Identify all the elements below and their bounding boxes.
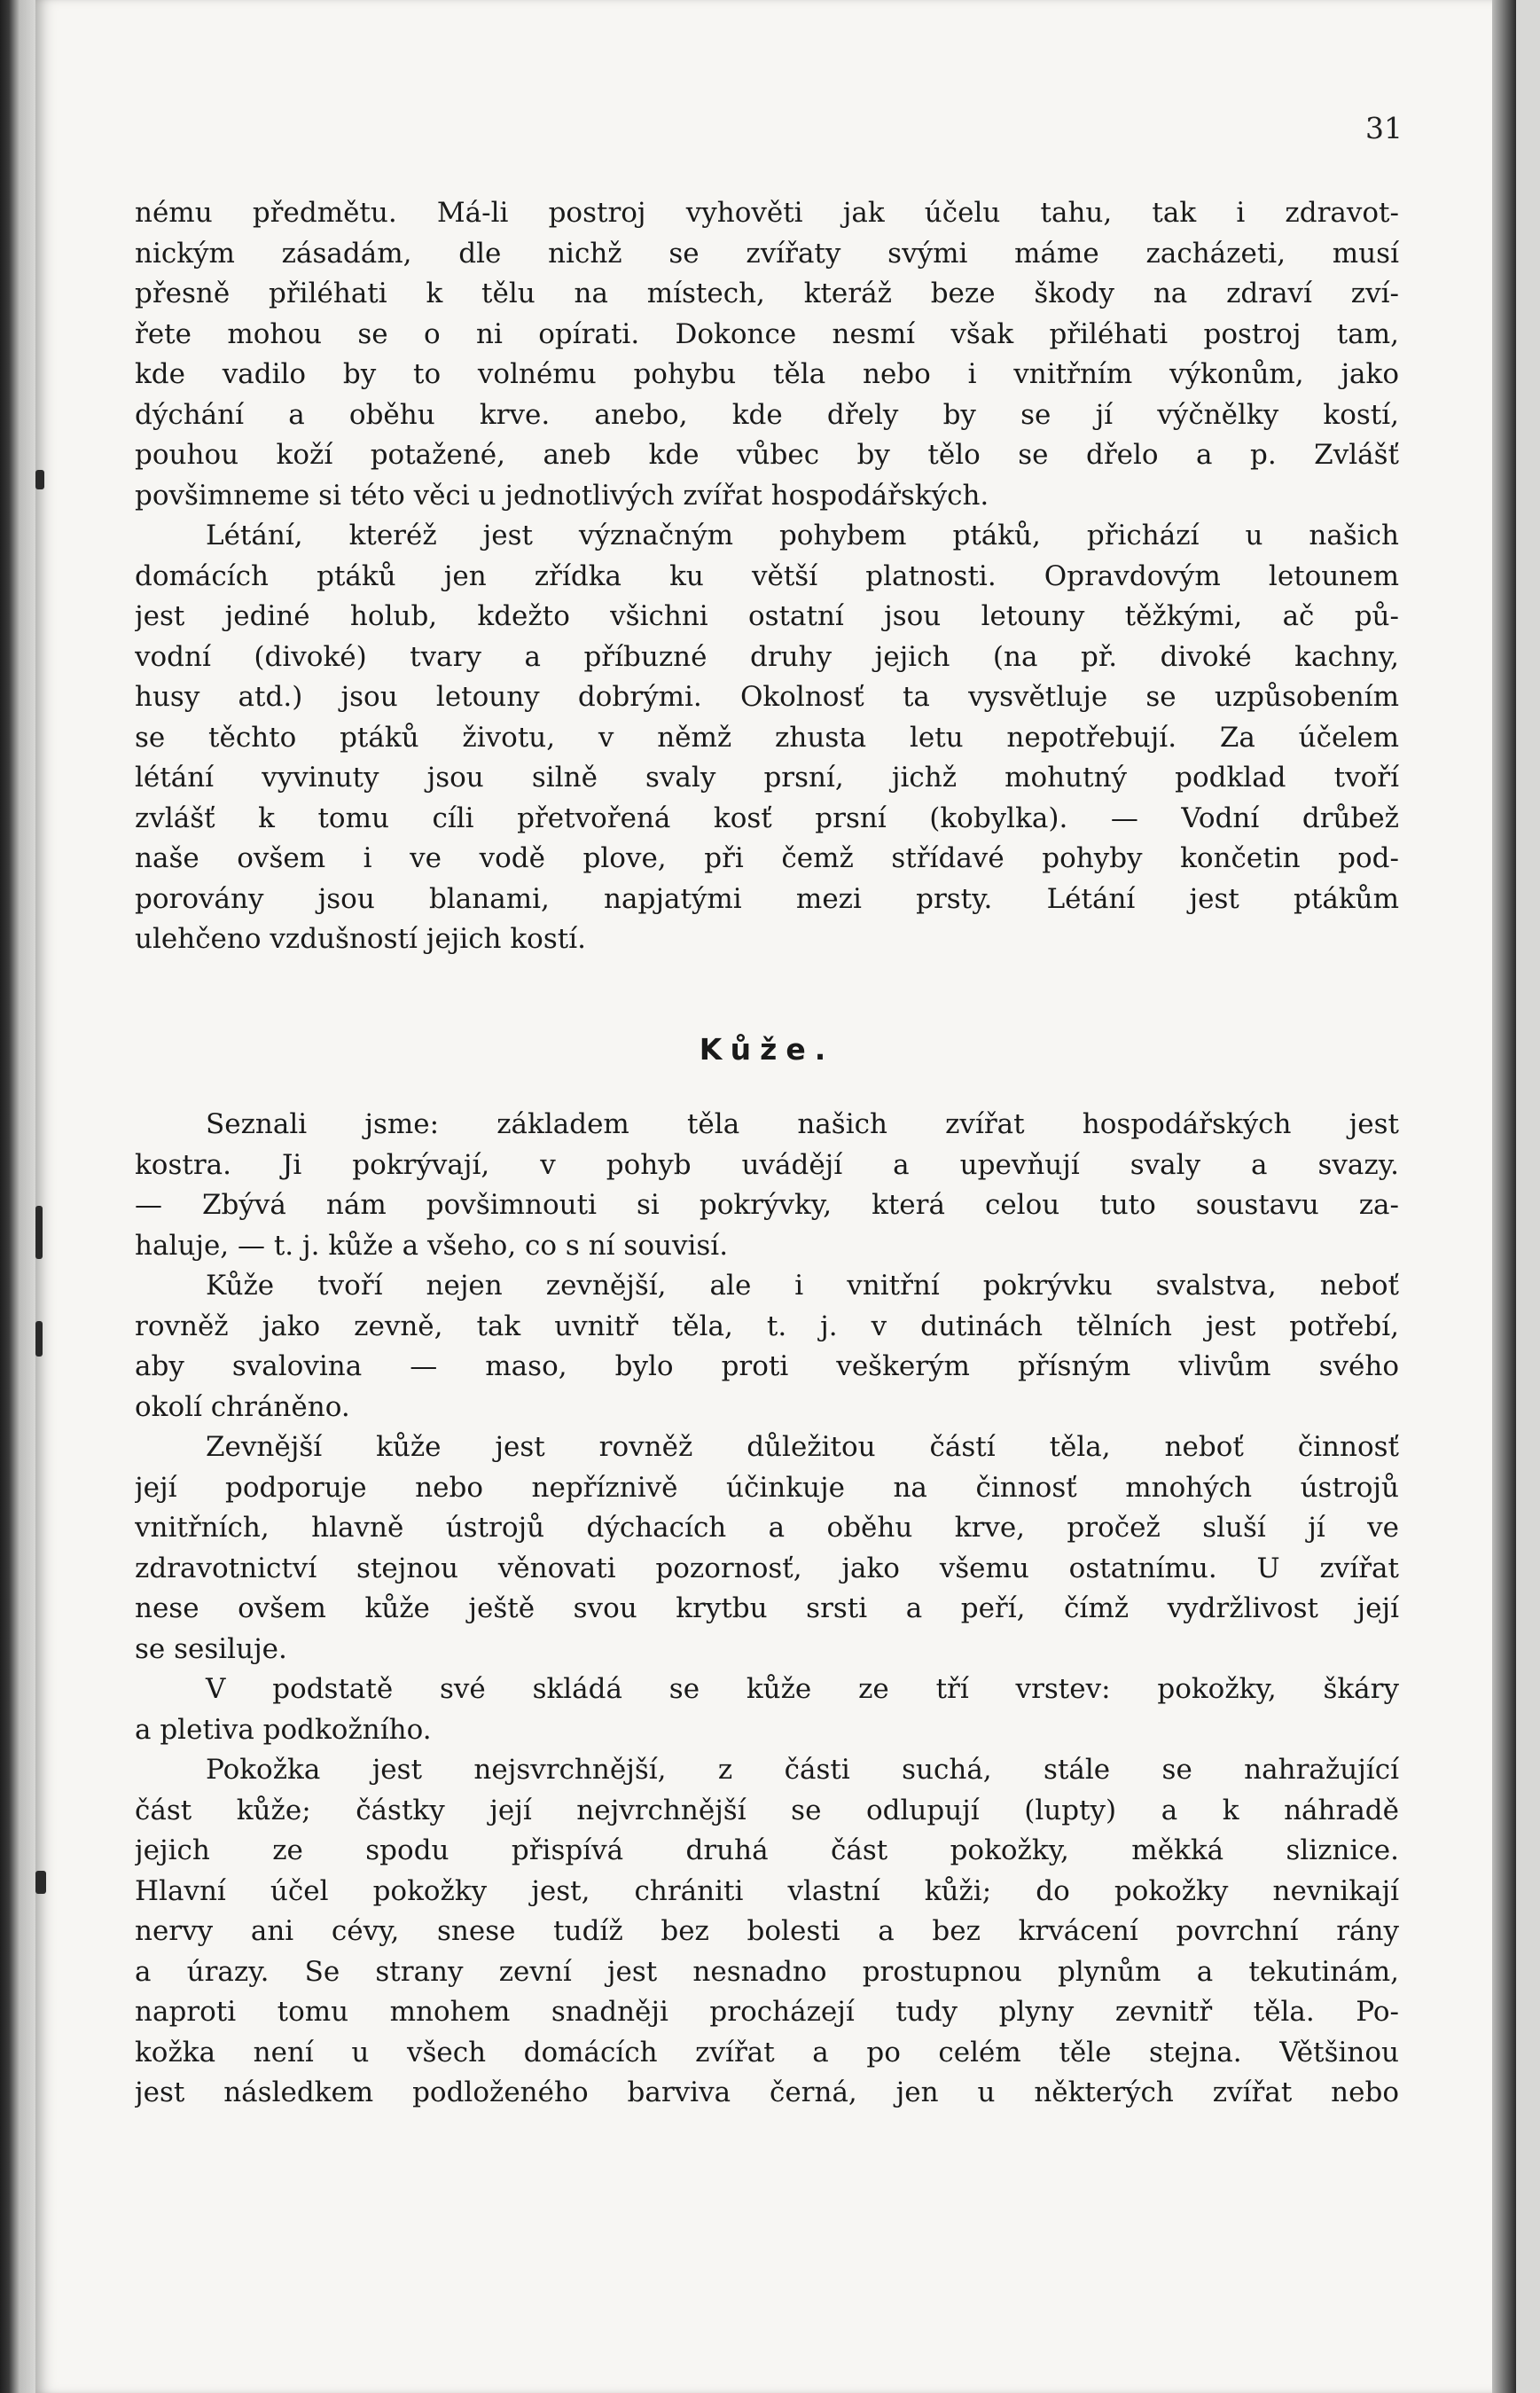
text-line: Zevnější kůže jest rovněž důležitou částí těla, neboť činnosť (206, 1431, 1399, 1463)
book-page (35, 0, 1516, 2393)
page-number: 31 (1365, 111, 1403, 145)
text-line: naše ovšem i ve vodě plove, při čemž střídavé pohyby končetin pod- (135, 842, 1399, 874)
text-line: se sesiluje. (135, 1632, 287, 1665)
text-line: vodní (divoké) tvary a příbuzné druhy jejich (na př. divoké kachny, (135, 640, 1399, 673)
text-line: Létání, kteréž jest význačným pohybem ptáků, přichází u našich (206, 520, 1399, 551)
text-line: přesně přiléhati k tělu na místech, kteráž beze škody na zdraví zví- (135, 278, 1399, 309)
text-line: kostra. Ji pokrývají, v pohyb uvádějí a upevňují svaly a svazy. (135, 1148, 1399, 1181)
paragraph-flight (135, 516, 1399, 960)
text-line: a úrazy. Se strany zevní jest nesnadno prostupnou plynům a tekutinám, (135, 1955, 1399, 1988)
text-line: její podporuje nebo nepříznivě účinkuje na činnosť mnohých ústrojů (135, 1471, 1399, 1504)
text-line: nese ovšem kůže ještě svou krytbu srsti a peří, čímž vydržlivost její (135, 1592, 1399, 1624)
text-line: naproti tomu mnohem snadněji procházejí tudy plyny zevnitř těla. Po- (135, 1996, 1399, 2028)
paragraph-harness (135, 193, 1399, 516)
text-line: část kůže; částky její nejvrchnější se odlupují (lupty) a k náhradě (135, 1794, 1399, 1826)
text-line: aby svalovina — maso, bylo proti veškerým přísným vlivům svého (135, 1350, 1399, 1382)
text-line: dýchání a oběhu krve. anebo, kde dřely by se jí výčnělky kostí, (135, 398, 1399, 431)
text-line: Hlavní účel pokožky jest, chrániti vlastní kůži; do pokožky nevnikají (135, 1874, 1399, 1907)
page-right-edge (1492, 0, 1516, 2393)
text-line: kožka není u všech domácích zvířat a po celém těle stejna. Většinou (135, 2036, 1399, 2068)
scan-mark (35, 470, 44, 489)
text-line: husy atd.) jsou letouny dobrými. Okolnosť ta vysvětluje se uzpůsobením (135, 681, 1399, 713)
scan-mark (35, 1206, 43, 1259)
text-line: domácích ptáků jen zřídka ku větší platnosti. Opravdovým letounem (135, 559, 1399, 592)
text-line: a pletiva podkožního. (135, 1713, 432, 1746)
section-heading: Kůže. (699, 1031, 835, 1067)
text-line: řete mohou se o ni opírati. Dokonce nesmí však přiléhati postroj tam, (135, 317, 1399, 350)
text-line: Kůže tvoří nejen zevnější, ale i vnitřní pokrývku svalstva, neboť (206, 1270, 1399, 1302)
scan-mark (35, 1871, 46, 1894)
text-line: porovány jsou blanami, napjatými mezi prsty. Létání jest ptákům (135, 882, 1399, 915)
text-line: vnitřních, hlavně ústrojů dýchacích a oběhu krve, pročež sluší jí ve (135, 1512, 1399, 1544)
paragraph-layers (135, 1670, 1399, 1750)
text-line: Seznali jsme: základem těla našich zvířat hospodářských jest (206, 1108, 1399, 1140)
text-line: Pokožka jest nejsvrchnější, z části suchá, stále se nahražující (206, 1754, 1399, 1786)
text-line: zvlášť k tomu cíli přetvořená kosť prsní (kobylka). — Vodní drůbež (135, 802, 1399, 834)
text-line: pouhou koží potažené, aneb kde vůbec by tělo se dřelo a p. Zvlášť (135, 439, 1399, 471)
text-line: haluje, — t. j. kůže a všeho, co s ní souvisí. (135, 1229, 729, 1262)
text-line: nervy ani cévy, snese tudíž bez bolesti a bez krvácení povrchní rány (135, 1915, 1399, 1947)
text-line: zdravotnictví stejnou věnovati pozornosť, jako všemu ostatnímu. U zvířat (135, 1552, 1399, 1584)
text-line: jest jediné holub, kdežto všichni ostatní jsou letouny těžkými, ač pů- (135, 600, 1399, 632)
text-line: okolí chráněno. (135, 1390, 350, 1423)
book-binding-edge (0, 0, 35, 2393)
text-line: se těchto ptáků životu, v němž zhusta letu nepotřebují. Za účelem (135, 721, 1399, 754)
text-line: rovněž jako zevně, tak uvnitř těla, t. j. v dutinách tělních jest potřebí, (135, 1310, 1399, 1342)
text-line: jejich ze spodu přispívá druhá část pokožky, měkká sliznice. (135, 1834, 1399, 1866)
text-line: nickým zásadám, dle nichž se zvířaty svými máme zacházeti, musí (135, 237, 1399, 270)
text-line: nému předmětu. Má-li postroj vyhověti jak účelu tahu, tak i zdravot- (135, 197, 1399, 229)
paragraph-skin-intro (135, 1105, 1399, 1266)
paragraph-outer-skin (135, 1427, 1399, 1670)
text-line: — Zbývá nám povšimnouti si pokrývky, která celou tuto soustavu za- (135, 1189, 1399, 1221)
paragraph-epidermis (135, 1750, 1399, 2114)
scan-mark (35, 1321, 43, 1357)
text-line: V podstatě své skládá se kůže ze tří vrstev: pokožky, škáry (206, 1673, 1399, 1705)
text-line: kde vadilo by to volnému pohybu těla nebo i vnitřním výkonům, jako (135, 358, 1399, 390)
text-line: létání vyvinuty jsou silně svaly prsní, jichž mohutný podklad tvoří (135, 762, 1399, 794)
page-text (135, 193, 1399, 2114)
text-line: povšimneme si této věci u jednotlivých zvířat hospodářských. (135, 479, 989, 512)
text-line: ulehčeno vzdušností jejich kostí. (135, 923, 586, 955)
text-line: jest následkem podloženého barviva černá, jen u některých zvířat nebo (135, 2076, 1399, 2108)
paragraph-skin-cover (135, 1266, 1399, 1427)
